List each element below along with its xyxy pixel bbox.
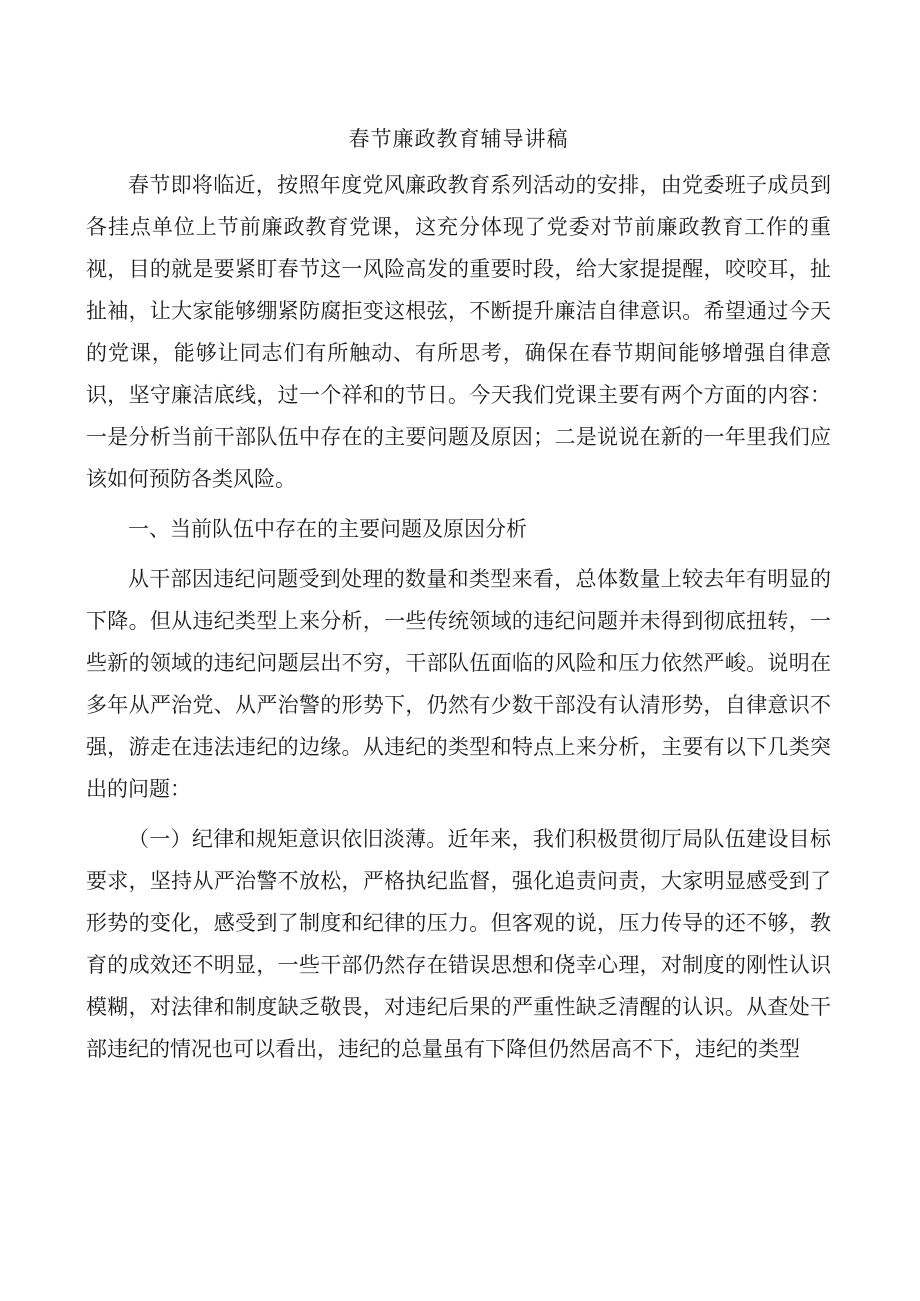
subsection-paragraph-1: （一）纪律和规矩意识依旧淡薄。近年来，我们积极贯彻厅局队伍建设目标要求，坚持从严治警不放松，严格执纪监督，强化追责问责，大家明显感受到了形势的变化，感受到了制度和纪律的压力。但客观的说，压力传导的还不够，教育的成效还不明显，一些干部仍然存在错误思想和侥幸心理，对制度的刚性认识模糊，对法律和制度缺乏敬畏，对违纪后果的严重性缺乏清醒的认识。从查处干部违纪的情况也可以看出，违纪的总量虽有下降但仍然居高不下，违纪的类型 (86, 827, 831, 1061)
intro-paragraph: 春节即将临近，按照年度党风廉政教育系列活动的安排，由党委班子成员到各挂点单位上节前廉政教育党课，这充分体现了党委对节前廉政教育工作的重视，目的就是要紧盯春节这一风险高发的重要时段，给大家提提醒，咬咬耳，扯扯袖，让大家能够绷紧防腐拒变这根弦，不断提升廉洁自律意识。希望通过今天的党课，能够让同志们有所触动、有所思考，确保在春节期间能够增强自律意识，坚守廉洁底线，过一个祥和的节日。今天我们党课主要有两个方面的内容：一是分析当前干部队伍中存在的主要问题及原因；二是说说在新的一年里我们应该如何预防各类风险。 (86, 173, 831, 491)
section-heading-1: 一、当前队伍中存在的主要问题及原因分析 (128, 517, 527, 541)
document-body (86, 118, 831, 1070)
document-title: 春节廉政教育辅导讲稿 (348, 127, 569, 151)
analysis-paragraph: 从干部因违纪问题受到处理的数量和类型来看，总体数量上较去年有明显的下降。但从违纪类型上来分析，一些传统领域的违纪问题并未得到彻底扭转，一些新的领域的违纪问题层出不穷，干部队伍面临的风险和压力依然严峻。说明在多年从严治党、从严治警的形势下，仍然有少数干部没有认清形势，自律意识不强，游走在违法违纪的边缘。从违纪的类型和特点上来分析，主要有以下几类突出的问题： (86, 567, 831, 801)
